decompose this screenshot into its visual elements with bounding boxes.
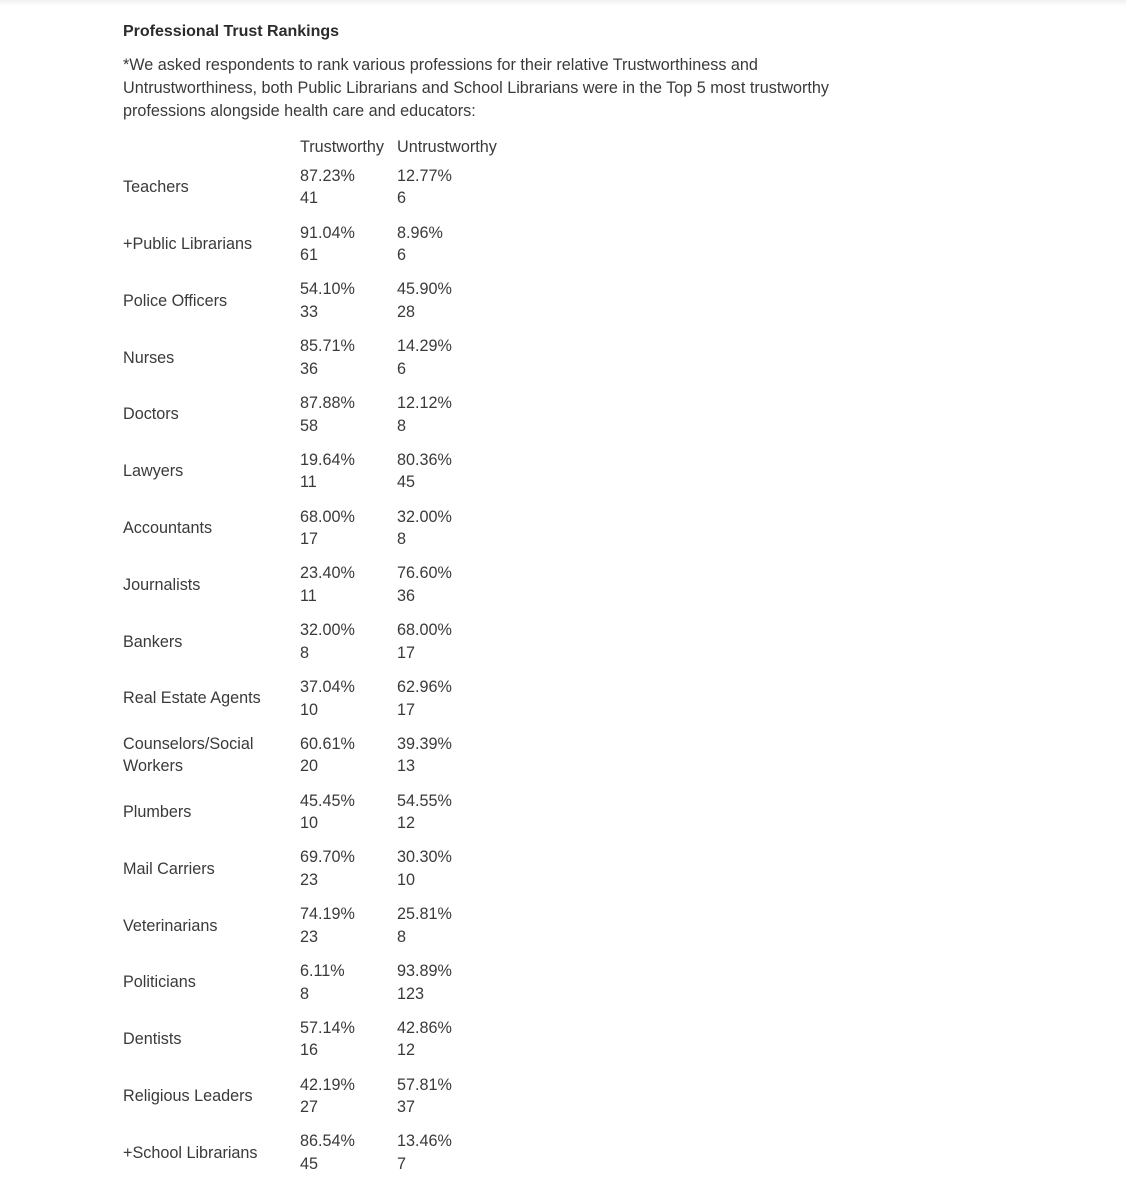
trustworthy-count: 61 (300, 246, 319, 265)
untrustworthy-cell (397, 727, 517, 784)
trustworthy-percent: 69.70% (300, 848, 355, 867)
table-body (123, 159, 517, 1181)
table-row (123, 897, 517, 954)
profession-name: Counselors/Social Workers (123, 734, 254, 776)
untrustworthy-percent: 54.55% (397, 791, 452, 810)
table-row (123, 159, 517, 216)
header-untrustworthy: Untrustworthy (397, 138, 497, 156)
profession-name: Accountants (123, 518, 213, 537)
trustworthy-percent: 60.61% (300, 734, 355, 753)
trustworthy-cell (300, 954, 397, 1011)
trustworthy-cell (300, 216, 397, 273)
untrustworthy-percent: 13.46% (397, 1132, 452, 1151)
table-row (123, 1125, 517, 1182)
untrustworthy-count: 6 (397, 246, 407, 265)
untrustworthy-percent: 93.89% (397, 962, 452, 981)
trustworthy-count: 27 (300, 1098, 319, 1117)
trustworthy-count: 10 (300, 814, 319, 833)
untrustworthy-percent: 45.90% (397, 280, 452, 299)
trustworthy-count: 8 (300, 643, 310, 662)
untrustworthy-count: 6 (397, 189, 407, 208)
trustworthy-cell (300, 557, 397, 614)
untrustworthy-count: 45 (397, 473, 416, 492)
untrustworthy-percent: 57.81% (397, 1075, 452, 1094)
untrustworthy-percent: 30.30% (397, 848, 452, 867)
profession-name: Lawyers (123, 462, 184, 481)
untrustworthy-cell (397, 159, 517, 216)
table-row (123, 386, 517, 443)
table-row (123, 216, 517, 273)
untrustworthy-cell (397, 841, 517, 898)
untrustworthy-cell (397, 1125, 517, 1182)
profession-name: Religious Leaders (123, 1086, 253, 1105)
article-content (123, 20, 883, 1181)
trustworthy-count: 36 (300, 359, 319, 378)
untrustworthy-count: 12 (397, 1041, 416, 1060)
trustworthy-cell (300, 784, 397, 841)
trustworthy-cell (300, 613, 397, 670)
trustworthy-count: 16 (300, 1041, 319, 1060)
untrustworthy-count: 36 (397, 586, 416, 605)
table-row (123, 1011, 517, 1068)
table-row (123, 727, 517, 784)
untrustworthy-cell (397, 670, 517, 727)
profession-name: +Public Librarians (123, 234, 253, 253)
trustworthy-count: 11 (300, 586, 317, 605)
trustworthy-percent: 91.04% (300, 223, 355, 242)
trustworthy-cell (300, 727, 397, 784)
trustworthy-count: 58 (300, 416, 319, 435)
trustworthy-percent: 54.10% (300, 280, 355, 299)
table-row (123, 1068, 517, 1125)
trustworthy-count: 23 (300, 927, 319, 946)
untrustworthy-percent: 8.96% (397, 223, 443, 242)
trustworthy-percent: 85.71% (300, 337, 355, 356)
trustworthy-percent: 42.19% (300, 1075, 355, 1094)
untrustworthy-cell (397, 329, 517, 386)
page-title: Professional Trust Rankings (123, 23, 340, 40)
trustworthy-cell (300, 1125, 397, 1182)
profession-name: Journalists (123, 575, 201, 594)
trustworthy-count: 20 (300, 757, 319, 776)
untrustworthy-count: 17 (397, 700, 416, 719)
table-row (123, 500, 517, 557)
profession-name: Mail Carriers (123, 859, 215, 878)
untrustworthy-percent: 80.36% (397, 450, 452, 469)
untrustworthy-count: 28 (397, 302, 416, 321)
untrustworthy-percent: 12.12% (397, 394, 452, 413)
untrustworthy-percent: 25.81% (397, 905, 452, 924)
untrustworthy-count: 7 (397, 1154, 407, 1173)
trustworthy-percent: 74.19% (300, 905, 355, 924)
untrustworthy-count: 8 (397, 416, 407, 435)
trustworthy-count: 10 (300, 700, 319, 719)
untrustworthy-count: 17 (397, 643, 416, 662)
untrustworthy-percent: 42.86% (397, 1018, 452, 1037)
untrustworthy-cell (397, 557, 517, 614)
trust-table (123, 135, 517, 1181)
untrustworthy-percent: 62.96% (397, 678, 452, 697)
untrustworthy-count: 10 (397, 870, 416, 889)
trustworthy-cell (300, 670, 397, 727)
untrustworthy-cell (397, 443, 517, 500)
intro-paragraph: *We asked respondents to rank various professions for their relative Trustworthiness and Untrustworthiness, both Public Librarians and School Librarians were in the Top 5 most trustworthy professions alongside health care and educators: (123, 56, 830, 120)
profession-name: Doctors (123, 405, 179, 424)
table-header-row (123, 135, 517, 159)
profession-name: Teachers (123, 178, 189, 197)
table-row (123, 329, 517, 386)
trustworthy-cell (300, 1068, 397, 1125)
trustworthy-cell (300, 500, 397, 557)
profession-name: Politicians (123, 973, 196, 992)
trustworthy-percent: 68.00% (300, 507, 355, 526)
untrustworthy-cell (397, 1011, 517, 1068)
untrustworthy-cell (397, 273, 517, 330)
trustworthy-count: 41 (300, 189, 319, 208)
trustworthy-cell (300, 443, 397, 500)
trustworthy-cell (300, 386, 397, 443)
untrustworthy-cell (397, 1068, 517, 1125)
table-row (123, 273, 517, 330)
untrustworthy-count: 12 (397, 814, 416, 833)
trustworthy-cell (300, 273, 397, 330)
untrustworthy-percent: 68.00% (397, 621, 452, 640)
trustworthy-count: 23 (300, 870, 319, 889)
untrustworthy-count: 123 (397, 984, 425, 1003)
trustworthy-count: 17 (300, 530, 319, 549)
trustworthy-percent: 23.40% (300, 564, 355, 583)
table-row (123, 954, 517, 1011)
untrustworthy-count: 8 (397, 530, 407, 549)
untrustworthy-count: 37 (397, 1098, 416, 1117)
untrustworthy-cell (397, 897, 517, 954)
table-row (123, 613, 517, 670)
trustworthy-percent: 37.04% (300, 678, 355, 697)
untrustworthy-percent: 32.00% (397, 507, 452, 526)
table-row (123, 443, 517, 500)
untrustworthy-cell (397, 500, 517, 557)
untrustworthy-cell (397, 216, 517, 273)
profession-name: Bankers (123, 632, 183, 651)
untrustworthy-percent: 76.60% (397, 564, 452, 583)
untrustworthy-cell (397, 784, 517, 841)
untrustworthy-percent: 39.39% (397, 734, 452, 753)
profession-name: Nurses (123, 348, 175, 367)
trustworthy-count: 8 (300, 984, 310, 1003)
trustworthy-cell (300, 159, 397, 216)
trustworthy-count: 33 (300, 302, 319, 321)
profession-name: Dentists (123, 1030, 182, 1049)
trustworthy-cell (300, 329, 397, 386)
profession-name: Plumbers (123, 802, 192, 821)
trustworthy-percent: 87.88% (300, 394, 355, 413)
untrustworthy-count: 13 (397, 757, 416, 776)
untrustworthy-count: 8 (397, 927, 407, 946)
trustworthy-percent: 32.00% (300, 621, 355, 640)
trustworthy-percent: 86.54% (300, 1132, 355, 1151)
untrustworthy-percent: 14.29% (397, 337, 452, 356)
trustworthy-percent: 57.14% (300, 1018, 355, 1037)
untrustworthy-percent: 12.77% (397, 166, 452, 185)
profession-name: +School Librarians (123, 1143, 258, 1162)
trustworthy-count: 11 (300, 473, 317, 492)
table-row (123, 670, 517, 727)
trustworthy-percent: 45.45% (300, 791, 355, 810)
untrustworthy-cell (397, 386, 517, 443)
top-shadow (0, 0, 1126, 6)
profession-name: Veterinarians (123, 916, 218, 935)
trustworthy-cell (300, 841, 397, 898)
header-trustworthy: Trustworthy (300, 138, 384, 156)
trustworthy-count: 45 (300, 1154, 319, 1173)
trustworthy-percent: 19.64% (300, 450, 355, 469)
trustworthy-cell (300, 1011, 397, 1068)
table-row (123, 784, 517, 841)
trustworthy-percent: 6.11% (300, 962, 345, 981)
table-row (123, 557, 517, 614)
table-row (123, 841, 517, 898)
trustworthy-percent: 87.23% (300, 166, 355, 185)
profession-name: Police Officers (123, 291, 228, 310)
profession-name: Real Estate Agents (123, 689, 261, 708)
untrustworthy-cell (397, 954, 517, 1011)
trustworthy-cell (300, 897, 397, 954)
untrustworthy-cell (397, 613, 517, 670)
untrustworthy-count: 6 (397, 359, 407, 378)
header-profession (123, 135, 300, 159)
